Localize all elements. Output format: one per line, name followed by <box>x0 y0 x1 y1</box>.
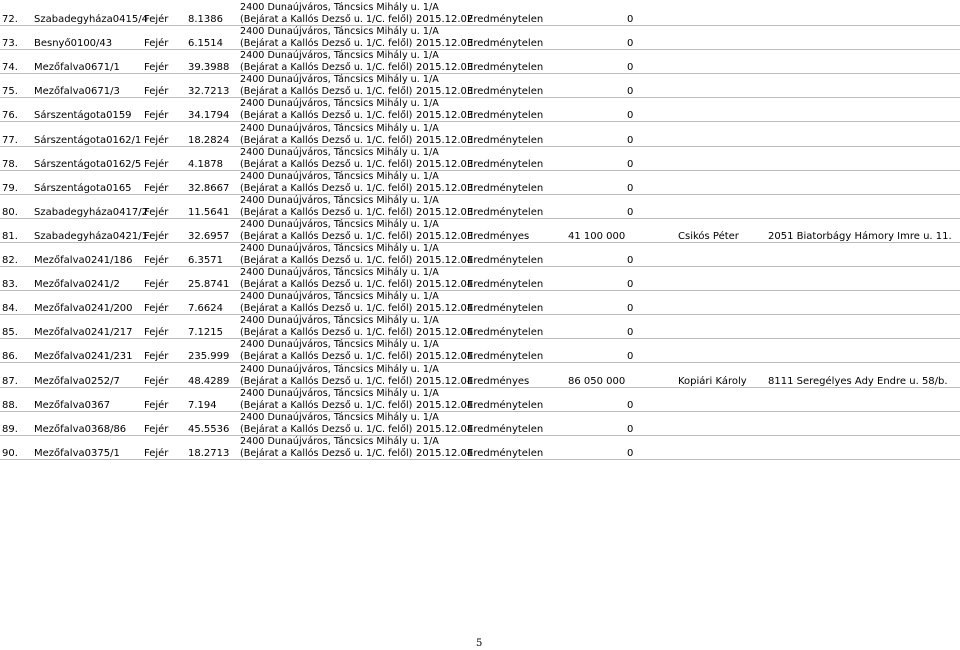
county: Fejér <box>144 399 169 411</box>
auction-result: Eredményes <box>467 230 530 242</box>
auction-result: Eredménytelen <box>467 38 544 50</box>
parcel-id: Sárszentágota0165 <box>34 182 132 194</box>
location-address: 2400 Dunaújváros, Táncsics Mihály u. 1/A <box>240 146 439 158</box>
row-number: 82. <box>2 255 18 266</box>
auction-location <box>240 219 439 243</box>
row-number: 90. <box>2 447 18 459</box>
area: 8.1386 <box>188 14 223 25</box>
auction-date: 2015.12.03 <box>416 62 474 74</box>
row-number: 75. <box>2 86 18 98</box>
parcel-id: Szabadegyháza0417/2 <box>34 206 148 218</box>
auction-location <box>240 364 439 388</box>
location-entrance: (Bejárat a Kallós Dezső u. 1/C. felől) <box>240 255 413 266</box>
county: Fejér <box>144 351 169 363</box>
auction-location <box>240 2 439 26</box>
area: 7.6624 <box>188 303 223 315</box>
county: Fejér <box>144 14 169 25</box>
location-entrance: (Bejárat a Kallós Dezső u. 1/C. felől) <box>240 399 413 411</box>
sale-price: 0 <box>627 351 634 363</box>
auction-location <box>240 50 439 74</box>
buyer-address: 8111 Seregélyes Ady Endre u. 58/b. <box>768 375 948 387</box>
location-entrance: (Bejárat a Kallós Dezső u. 1/C. felől) <box>240 230 413 242</box>
parcel-id: Mezőfalva0241/217 <box>34 327 133 339</box>
parcel-id: Mezőfalva0671/1 <box>34 62 120 74</box>
auction-result: Eredménytelen <box>467 158 544 170</box>
auction-date: 2015.12.04 <box>416 447 474 459</box>
buyer-name: Kopiári Károly <box>678 375 747 387</box>
area: 6.1514 <box>188 38 223 50</box>
auction-result: Eredménytelen <box>467 86 544 98</box>
table-row <box>0 267 960 291</box>
table-row <box>0 339 960 363</box>
auction-result: Eredménytelen <box>467 351 544 363</box>
county: Fejér <box>144 327 169 339</box>
table-row <box>0 195 960 219</box>
auction-location <box>240 147 439 171</box>
auction-result: Eredménytelen <box>467 206 544 218</box>
county: Fejér <box>144 375 169 387</box>
area: 11.5641 <box>188 206 230 218</box>
auction-date: 2015.12.04 <box>416 303 474 315</box>
sale-price: 0 <box>627 86 634 98</box>
county: Fejér <box>144 255 169 266</box>
parcel-id: Mezőfalva0375/1 <box>34 447 120 459</box>
row-number: 84. <box>2 303 18 315</box>
location-address: 2400 Dunaújváros, Táncsics Mihály u. 1/A <box>240 26 439 38</box>
auction-date: 2015.12.04 <box>416 279 474 291</box>
location-entrance: (Bejárat a Kallós Dezső u. 1/C. felől) <box>240 303 413 315</box>
location-address: 2400 Dunaújváros, Táncsics Mihály u. 1/A <box>240 243 439 254</box>
table-row <box>0 2 960 26</box>
auction-date: 2015.12.03 <box>416 110 474 122</box>
location-address: 2400 Dunaújváros, Táncsics Mihály u. 1/A <box>240 315 439 327</box>
table-row <box>0 74 960 98</box>
auction-location <box>240 388 439 412</box>
auction-date: 2015.12.03 <box>416 38 474 50</box>
area: 32.8667 <box>188 182 230 194</box>
row-number: 89. <box>2 423 18 435</box>
table-row <box>0 171 960 195</box>
auction-date: 2015.12.04 <box>416 375 474 387</box>
parcel-id: Szabadegyháza0415/4 <box>34 14 148 25</box>
auction-location <box>240 171 439 195</box>
auction-location <box>240 436 439 460</box>
location-address: 2400 Dunaújváros, Táncsics Mihály u. 1/A <box>240 267 439 279</box>
auction-date: 2015.12.03 <box>416 230 474 242</box>
area: 18.2824 <box>188 134 230 146</box>
location-address: 2400 Dunaújváros, Táncsics Mihály u. 1/A <box>240 2 439 13</box>
location-address: 2400 Dunaújváros, Táncsics Mihály u. 1/A <box>240 50 439 62</box>
area: 4.1878 <box>188 158 223 170</box>
auction-result: Eredményes <box>467 375 530 387</box>
parcel-id: Mezőfalva0368/86 <box>34 423 127 435</box>
auction-location <box>240 339 439 363</box>
table-row <box>0 364 960 388</box>
area: 39.3988 <box>188 62 230 74</box>
parcel-id: Sárszentágota0159 <box>34 110 132 122</box>
auction-result: Eredménytelen <box>467 14 544 25</box>
row-number: 85. <box>2 327 18 339</box>
auction-result: Eredménytelen <box>467 182 544 194</box>
row-number: 88. <box>2 399 18 411</box>
auction-date: 2015.12.03 <box>416 182 474 194</box>
table-row <box>0 50 960 74</box>
auction-date: 2015.12.03 <box>416 158 474 170</box>
row-number: 77. <box>2 134 18 146</box>
auction-result: Eredménytelen <box>467 327 544 339</box>
location-entrance: (Bejárat a Kallós Dezső u. 1/C. felől) <box>240 62 413 74</box>
auction-date: 2015.12.03 <box>416 86 474 98</box>
auction-result: Eredménytelen <box>467 279 544 291</box>
sale-price: 0 <box>627 158 634 170</box>
area: 235.999 <box>188 351 230 363</box>
parcel-id: Sárszentágota0162/5 <box>34 158 142 170</box>
table-row <box>0 291 960 315</box>
row-divider <box>0 459 960 460</box>
area: 7.194 <box>188 399 217 411</box>
sale-price: 0 <box>627 447 634 459</box>
location-entrance: (Bejárat a Kallós Dezső u. 1/C. felől) <box>240 14 413 25</box>
auction-result: Eredménytelen <box>467 255 544 266</box>
row-number: 72. <box>2 14 18 25</box>
area: 32.6957 <box>188 230 230 242</box>
location-address: 2400 Dunaújváros, Táncsics Mihály u. 1/A <box>240 98 439 110</box>
area: 34.1794 <box>188 110 230 122</box>
parcel-id: Sárszentágota0162/1 <box>34 134 142 146</box>
auction-location <box>240 123 439 147</box>
table-row <box>0 412 960 436</box>
row-number: 83. <box>2 279 18 291</box>
auction-result: Eredménytelen <box>467 399 544 411</box>
county: Fejér <box>144 230 169 242</box>
location-entrance: (Bejárat a Kallós Dezső u. 1/C. felől) <box>240 182 413 194</box>
auction-date: 2015.12.04 <box>416 351 474 363</box>
table-row <box>0 315 960 339</box>
location-entrance: (Bejárat a Kallós Dezső u. 1/C. felől) <box>240 134 413 146</box>
location-entrance: (Bejárat a Kallós Dezső u. 1/C. felől) <box>240 375 413 387</box>
buyer-address: 2051 Biatorbágy Hámory Imre u. 11. <box>768 230 952 242</box>
county: Fejér <box>144 206 169 218</box>
county: Fejér <box>144 182 169 194</box>
county: Fejér <box>144 447 169 459</box>
row-number: 80. <box>2 206 18 218</box>
sale-price: 41 100 000 <box>568 230 626 242</box>
auction-location <box>240 412 439 436</box>
location-address: 2400 Dunaújváros, Táncsics Mihály u. 1/A <box>240 387 439 399</box>
sale-price: 0 <box>627 14 634 25</box>
sale-price: 0 <box>627 399 634 411</box>
table-row <box>0 26 960 50</box>
table-row <box>0 219 960 243</box>
auction-location <box>240 291 439 315</box>
parcel-id: Mezőfalva0367 <box>34 399 111 411</box>
sale-price: 0 <box>627 255 634 266</box>
sale-price: 0 <box>627 182 634 194</box>
table-row <box>0 123 960 147</box>
table-row <box>0 436 960 460</box>
county: Fejér <box>144 86 169 98</box>
county: Fejér <box>144 134 169 146</box>
sale-price: 0 <box>627 206 634 218</box>
location-address: 2400 Dunaújváros, Táncsics Mihály u. 1/A <box>240 339 439 351</box>
county: Fejér <box>144 62 169 74</box>
auction-location <box>240 98 439 122</box>
auction-date: 2015.12.03 <box>416 134 474 146</box>
location-address: 2400 Dunaújváros, Táncsics Mihály u. 1/A <box>240 435 439 447</box>
county: Fejér <box>144 38 169 50</box>
table-row <box>0 98 960 122</box>
row-number: 86. <box>2 351 18 363</box>
location-entrance: (Bejárat a Kallós Dezső u. 1/C. felől) <box>240 158 413 170</box>
auction-location <box>240 243 439 267</box>
location-entrance: (Bejárat a Kallós Dezső u. 1/C. felől) <box>240 327 413 339</box>
auction-result: Eredménytelen <box>467 303 544 315</box>
area: 6.3571 <box>188 255 223 266</box>
location-address: 2400 Dunaújváros, Táncsics Mihály u. 1/A <box>240 74 439 86</box>
auction-result: Eredménytelen <box>467 447 544 459</box>
row-number: 81. <box>2 230 18 242</box>
county: Fejér <box>144 110 169 122</box>
auction-date: 2015.12.04 <box>416 423 474 435</box>
location-address: 2400 Dunaújváros, Táncsics Mihály u. 1/A <box>240 411 439 423</box>
parcel-id: Mezőfalva0241/231 <box>34 351 133 363</box>
table-row <box>0 243 960 267</box>
auction-location <box>240 195 439 219</box>
location-address: 2400 Dunaújváros, Táncsics Mihály u. 1/A <box>240 291 439 303</box>
auction-result: Eredménytelen <box>467 134 544 146</box>
sale-price: 0 <box>627 327 634 339</box>
county: Fejér <box>144 303 169 315</box>
auction-date: 2015.12.04 <box>416 399 474 411</box>
sale-price: 0 <box>627 134 634 146</box>
area: 25.8741 <box>188 279 230 291</box>
row-number: 78. <box>2 158 18 170</box>
auction-date: 2015.12.04 <box>416 327 474 339</box>
buyer-name: Csikós Péter <box>678 230 739 242</box>
auction-result: Eredménytelen <box>467 423 544 435</box>
sale-price: 0 <box>627 110 634 122</box>
area: 48.4289 <box>188 375 230 387</box>
page-number: 5 <box>476 638 483 649</box>
county: Fejér <box>144 158 169 170</box>
location-entrance: (Bejárat a Kallós Dezső u. 1/C. felől) <box>240 86 413 98</box>
location-entrance: (Bejárat a Kallós Dezső u. 1/C. felől) <box>240 423 413 435</box>
location-entrance: (Bejárat a Kallós Dezső u. 1/C. felől) <box>240 110 413 122</box>
table-row <box>0 147 960 171</box>
area: 32.7213 <box>188 86 230 98</box>
parcel-id: Szabadegyháza0421/1 <box>34 230 148 242</box>
location-address: 2400 Dunaújváros, Táncsics Mihály u. 1/A <box>240 170 439 182</box>
parcel-id: Mezőfalva0671/3 <box>34 86 120 98</box>
auction-date: 2015.12.02 <box>416 14 474 25</box>
parcel-id: Mezőfalva0252/7 <box>34 375 120 387</box>
auction-result: Eredménytelen <box>467 62 544 74</box>
parcel-id: Mezőfalva0241/2 <box>34 279 120 291</box>
area: 45.5536 <box>188 423 230 435</box>
row-number: 74. <box>2 62 18 74</box>
location-address: 2400 Dunaújváros, Táncsics Mihály u. 1/A <box>240 122 439 134</box>
location-address: 2400 Dunaújváros, Táncsics Mihály u. 1/A <box>240 218 439 230</box>
county: Fejér <box>144 279 169 291</box>
location-address: 2400 Dunaújváros, Táncsics Mihály u. 1/A <box>240 363 439 375</box>
sale-price: 86 050 000 <box>568 375 626 387</box>
row-number: 87. <box>2 375 18 387</box>
sale-price: 0 <box>627 303 634 315</box>
parcel-id: Besnyő0100/43 <box>34 38 113 50</box>
area: 7.1215 <box>188 327 223 339</box>
location-entrance: (Bejárat a Kallós Dezső u. 1/C. felől) <box>240 447 413 459</box>
county: Fejér <box>144 423 169 435</box>
row-number: 79. <box>2 182 18 194</box>
auction-location <box>240 74 439 98</box>
sale-price: 0 <box>627 38 634 50</box>
auction-date: 2015.12.03 <box>416 206 474 218</box>
location-entrance: (Bejárat a Kallós Dezső u. 1/C. felől) <box>240 38 413 50</box>
auction-result: Eredménytelen <box>467 110 544 122</box>
location-entrance: (Bejárat a Kallós Dezső u. 1/C. felől) <box>240 351 413 363</box>
auction-date: 2015.12.04 <box>416 255 474 266</box>
sale-price: 0 <box>627 279 634 291</box>
row-number: 73. <box>2 38 18 50</box>
sale-price: 0 <box>627 423 634 435</box>
table-row <box>0 388 960 412</box>
location-entrance: (Bejárat a Kallós Dezső u. 1/C. felől) <box>240 206 413 218</box>
parcel-id: Mezőfalva0241/200 <box>34 303 133 315</box>
area: 18.2713 <box>188 447 230 459</box>
sale-price: 0 <box>627 62 634 74</box>
auction-location <box>240 267 439 291</box>
location-address: 2400 Dunaújváros, Táncsics Mihály u. 1/A <box>240 194 439 206</box>
parcel-id: Mezőfalva0241/186 <box>34 255 133 266</box>
auction-location <box>240 26 439 50</box>
auction-location <box>240 315 439 339</box>
location-entrance: (Bejárat a Kallós Dezső u. 1/C. felől) <box>240 279 413 291</box>
row-number: 76. <box>2 110 18 122</box>
